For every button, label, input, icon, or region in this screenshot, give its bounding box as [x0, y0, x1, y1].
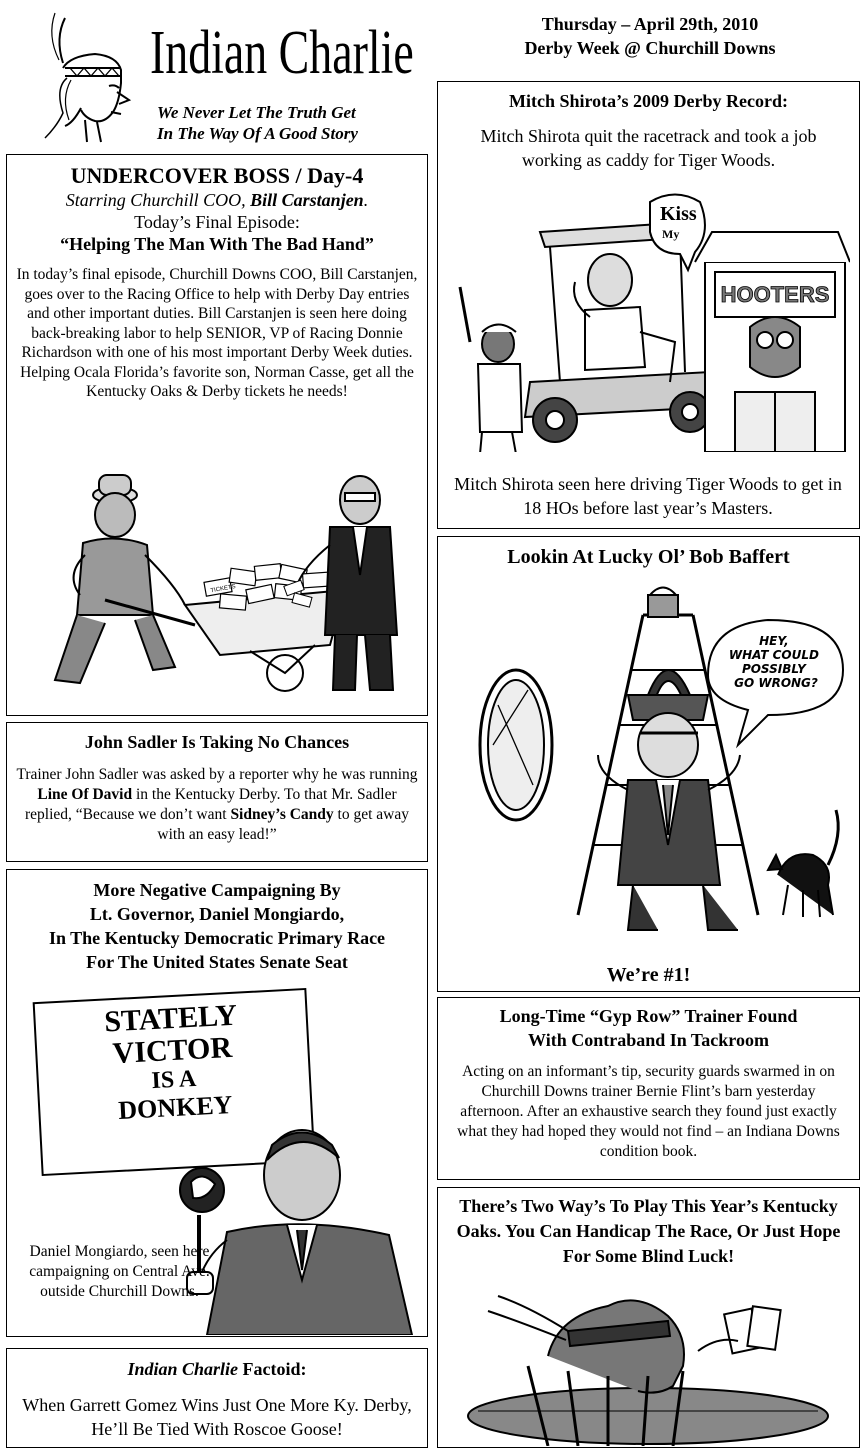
- mongiardo-heading-2: Lt. Governor, Daniel Mongiardo,: [89, 904, 345, 924]
- sadler-heading: John Sadler Is Taking No Chances: [84, 732, 350, 752]
- masthead-tagline: [157, 102, 437, 144]
- tagline-line-1: We Never Let The Truth Get: [157, 103, 356, 122]
- hooters-sign: HOOTERS: [720, 282, 830, 307]
- sadler-text-1: Trainer John Sadler was asked by a reporter why he was running: [16, 766, 418, 783]
- oaks-article: [437, 1187, 860, 1448]
- shirota-article: [437, 81, 860, 529]
- masthead: [0, 0, 435, 150]
- undercover-heading: UNDERCOVER BOSS / Day-4: [70, 163, 364, 188]
- mongiardo-article: [6, 869, 428, 1337]
- starring-name: Bill Carstanjen: [250, 190, 364, 210]
- sidneys-candy: Sidney’s Candy: [230, 806, 334, 823]
- sadler-body: [15, 765, 419, 845]
- undercover-body: In today’s final episode, Churchill Downs COO, Bill Carstanjen, goes over to the Racing Office to help with Derby Day entries and other important duties. Bill Carstanjen is seen here doing back-breaking labor to help SENIOR, VP of Racing Donnie Richardson with one of his most important Derby Week duties. Helping Ocala Florida’s favorite son, Norman Casse, get all the Kentucky Oaks & Derby tickets he needs!: [16, 266, 418, 400]
- ladder-cartoon: [458, 585, 848, 945]
- blindfold-horse-cartoon: [458, 1276, 838, 1446]
- wheelbarrow-cartoon: [35, 455, 415, 705]
- factoid-heading: [7, 1357, 427, 1381]
- baffert-article: [437, 536, 860, 992]
- tagline-line-2: In The Way Of A Good Story: [157, 124, 358, 143]
- masthead-title: Indian Charlie: [150, 19, 414, 87]
- episode-line: Today’s Final Episode:: [134, 212, 300, 232]
- shirota-caption: Mitch Shirota seen here driving Tiger Woods to get in 18 HOs before last year’s Masters.: [454, 474, 842, 518]
- factoid-heading-italic: Indian Charlie: [127, 1359, 239, 1379]
- mongiardo-heading-4: For The United States Senate Seat: [86, 952, 348, 972]
- undercover-starring: [7, 189, 427, 211]
- episode-title: “Helping The Man With The Bad Hand”: [60, 234, 374, 254]
- mongiardo-heading-3: In The Kentucky Democratic Primary Race: [48, 928, 386, 948]
- gyp-heading-2: With Contraband In Tackroom: [528, 1030, 769, 1050]
- baffert-footer: We’re #1!: [606, 964, 691, 986]
- date-line: Thursday – April 29th, 2010: [541, 14, 759, 34]
- sign-line-3: IS A: [150, 1065, 197, 1095]
- factoid-heading-rest: Factoid:: [238, 1359, 307, 1379]
- oaks-heading: There’s Two Way’s To Play This Year’s Kentucky Oaks. You Can Handicap The Race, Or Just Hope For Some Blind Luck!: [456, 1196, 841, 1266]
- baffert-speech-bubble: HEY, WHAT COULD POSSIBLY GO WRONG?: [728, 634, 819, 690]
- mongiardo-heading-1: More Negative Campaigning By: [93, 880, 341, 900]
- shirota-body: Mitch Shirota quit the racetrack and took a job working as caddy for Tiger Woods.: [480, 126, 817, 170]
- sadler-text-3: to get away with an easy lead!”: [157, 806, 409, 843]
- gyp-heading-1: Long-Time “Gyp Row” Trainer Found: [499, 1006, 798, 1026]
- ticket-label: TICKETS: [210, 583, 237, 595]
- golf-cart-cartoon: [450, 192, 850, 452]
- shirota-heading: Mitch Shirota’s 2009 Derby Record:: [509, 91, 788, 111]
- mongiardo-heading: [7, 878, 427, 974]
- factoid-article: [6, 1348, 428, 1448]
- starring-prefix: Starring Churchill COO,: [65, 190, 251, 210]
- factoid-body: When Garrett Gomez Wins Just One More Ky. Derby, He’ll Be Tied With Roscoe Goose!: [22, 1395, 412, 1439]
- line-of-david: Line Of David: [37, 786, 133, 803]
- indian-head-logo-icon: [25, 8, 150, 148]
- sadler-text-2: in the Kentucky Derby. To that Mr. Sadler replied, “Because we don’t want: [24, 786, 397, 823]
- mongiardo-caption: Daniel Mongiardo, seen here campaigning on Central Ave. outside Churchill Downs.: [29, 1243, 210, 1300]
- kiss-bubble-line-1: Kiss: [660, 203, 697, 225]
- starring-suffix: .: [363, 190, 369, 210]
- kiss-bubble-line-2: My: [662, 227, 680, 241]
- undercover-boss-article: [6, 154, 428, 716]
- gyp-heading: [438, 1004, 859, 1052]
- baffert-heading: Lookin At Lucky Ol’ Bob Baffert: [507, 546, 790, 568]
- politician-cartoon: [127, 1120, 427, 1335]
- sign-line-2: VICTOR: [111, 1030, 233, 1071]
- issue-date: [440, 12, 860, 60]
- sign-line-1: STATELY: [103, 998, 238, 1039]
- gyp-body: Acting on an informant’s tip, security guards swarmed in on Churchill Downs trainer Bernie Flint’s barn yesterday afternoon. After an exhaustive search they found just exactly what they had hoped they would not find – an Indiana Downs condition book.: [457, 1063, 840, 1160]
- gyp-row-article: [437, 997, 860, 1180]
- sign-line-4: DONKEY: [117, 1089, 234, 1125]
- edition-line: Derby Week @ Churchill Downs: [524, 38, 776, 58]
- sadler-article: [6, 722, 428, 862]
